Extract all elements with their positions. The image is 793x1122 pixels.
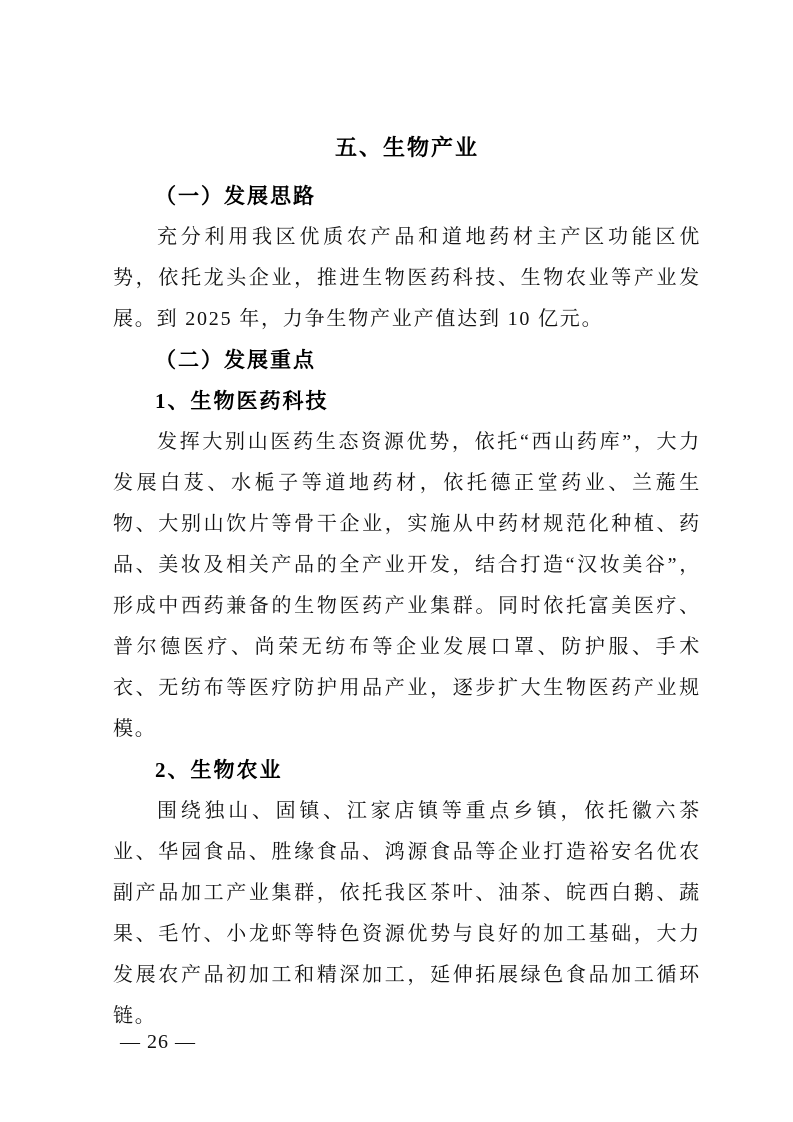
section-heading-development-priorities: （二）发展重点 bbox=[155, 348, 316, 372]
paragraph-bio-agriculture: 围绕独山、固镇、江家店镇等重点乡镇，依托徽六茶业、华园食品、胜缘食品、鸿源食品等企业打造裕安名优农副产品加工产业集群，依托我区茶叶、油茶、皖西白鹅、蔬果、毛竹、小龙虾等特色资源优势与良好的加工基础，大力发展农产品初加工和精深加工，延伸拓展绿色食品加工循环链。 bbox=[113, 800, 701, 1027]
subsection-heading-bio-agriculture: 2、生物农业 bbox=[155, 758, 283, 782]
paragraph-biomedicine-science: 发挥大别山医药生态资源优势，依托“西山药库”，大力发展白芨、水栀子等道地药材，依托德正堂药业、兰葹生物、大别山饮片等骨干企业，实施从中药材规范化种植、药品、美妆及相关产品的全产业开发，结合打造“汉妆美谷”，形成中西药兼备的生物医药产业集群。同时依托富美医疗、普尔德医疗、尚荣无纺布等企业发展口罩、防护服、手术衣、无纺布等医疗防护用品产业，逐步扩大生物医药产业规模。 bbox=[113, 431, 701, 740]
page-title: 五、生物产业 bbox=[334, 135, 479, 160]
page-number: — 26 — bbox=[120, 1031, 196, 1053]
document-content bbox=[113, 130, 701, 1037]
section-heading-development-approach: （一）发展思路 bbox=[155, 184, 316, 208]
paragraph-development-approach: 充分利用我区优质农产品和道地药材主产区功能区优势，依托龙头企业，推进生物医药科技、生物农业等产业发展。到 2025 年，力争生物产业产值达到 10 亿元。 bbox=[113, 226, 701, 330]
subsection-heading-biomedicine-science: 1、生物医药科技 bbox=[155, 389, 329, 413]
